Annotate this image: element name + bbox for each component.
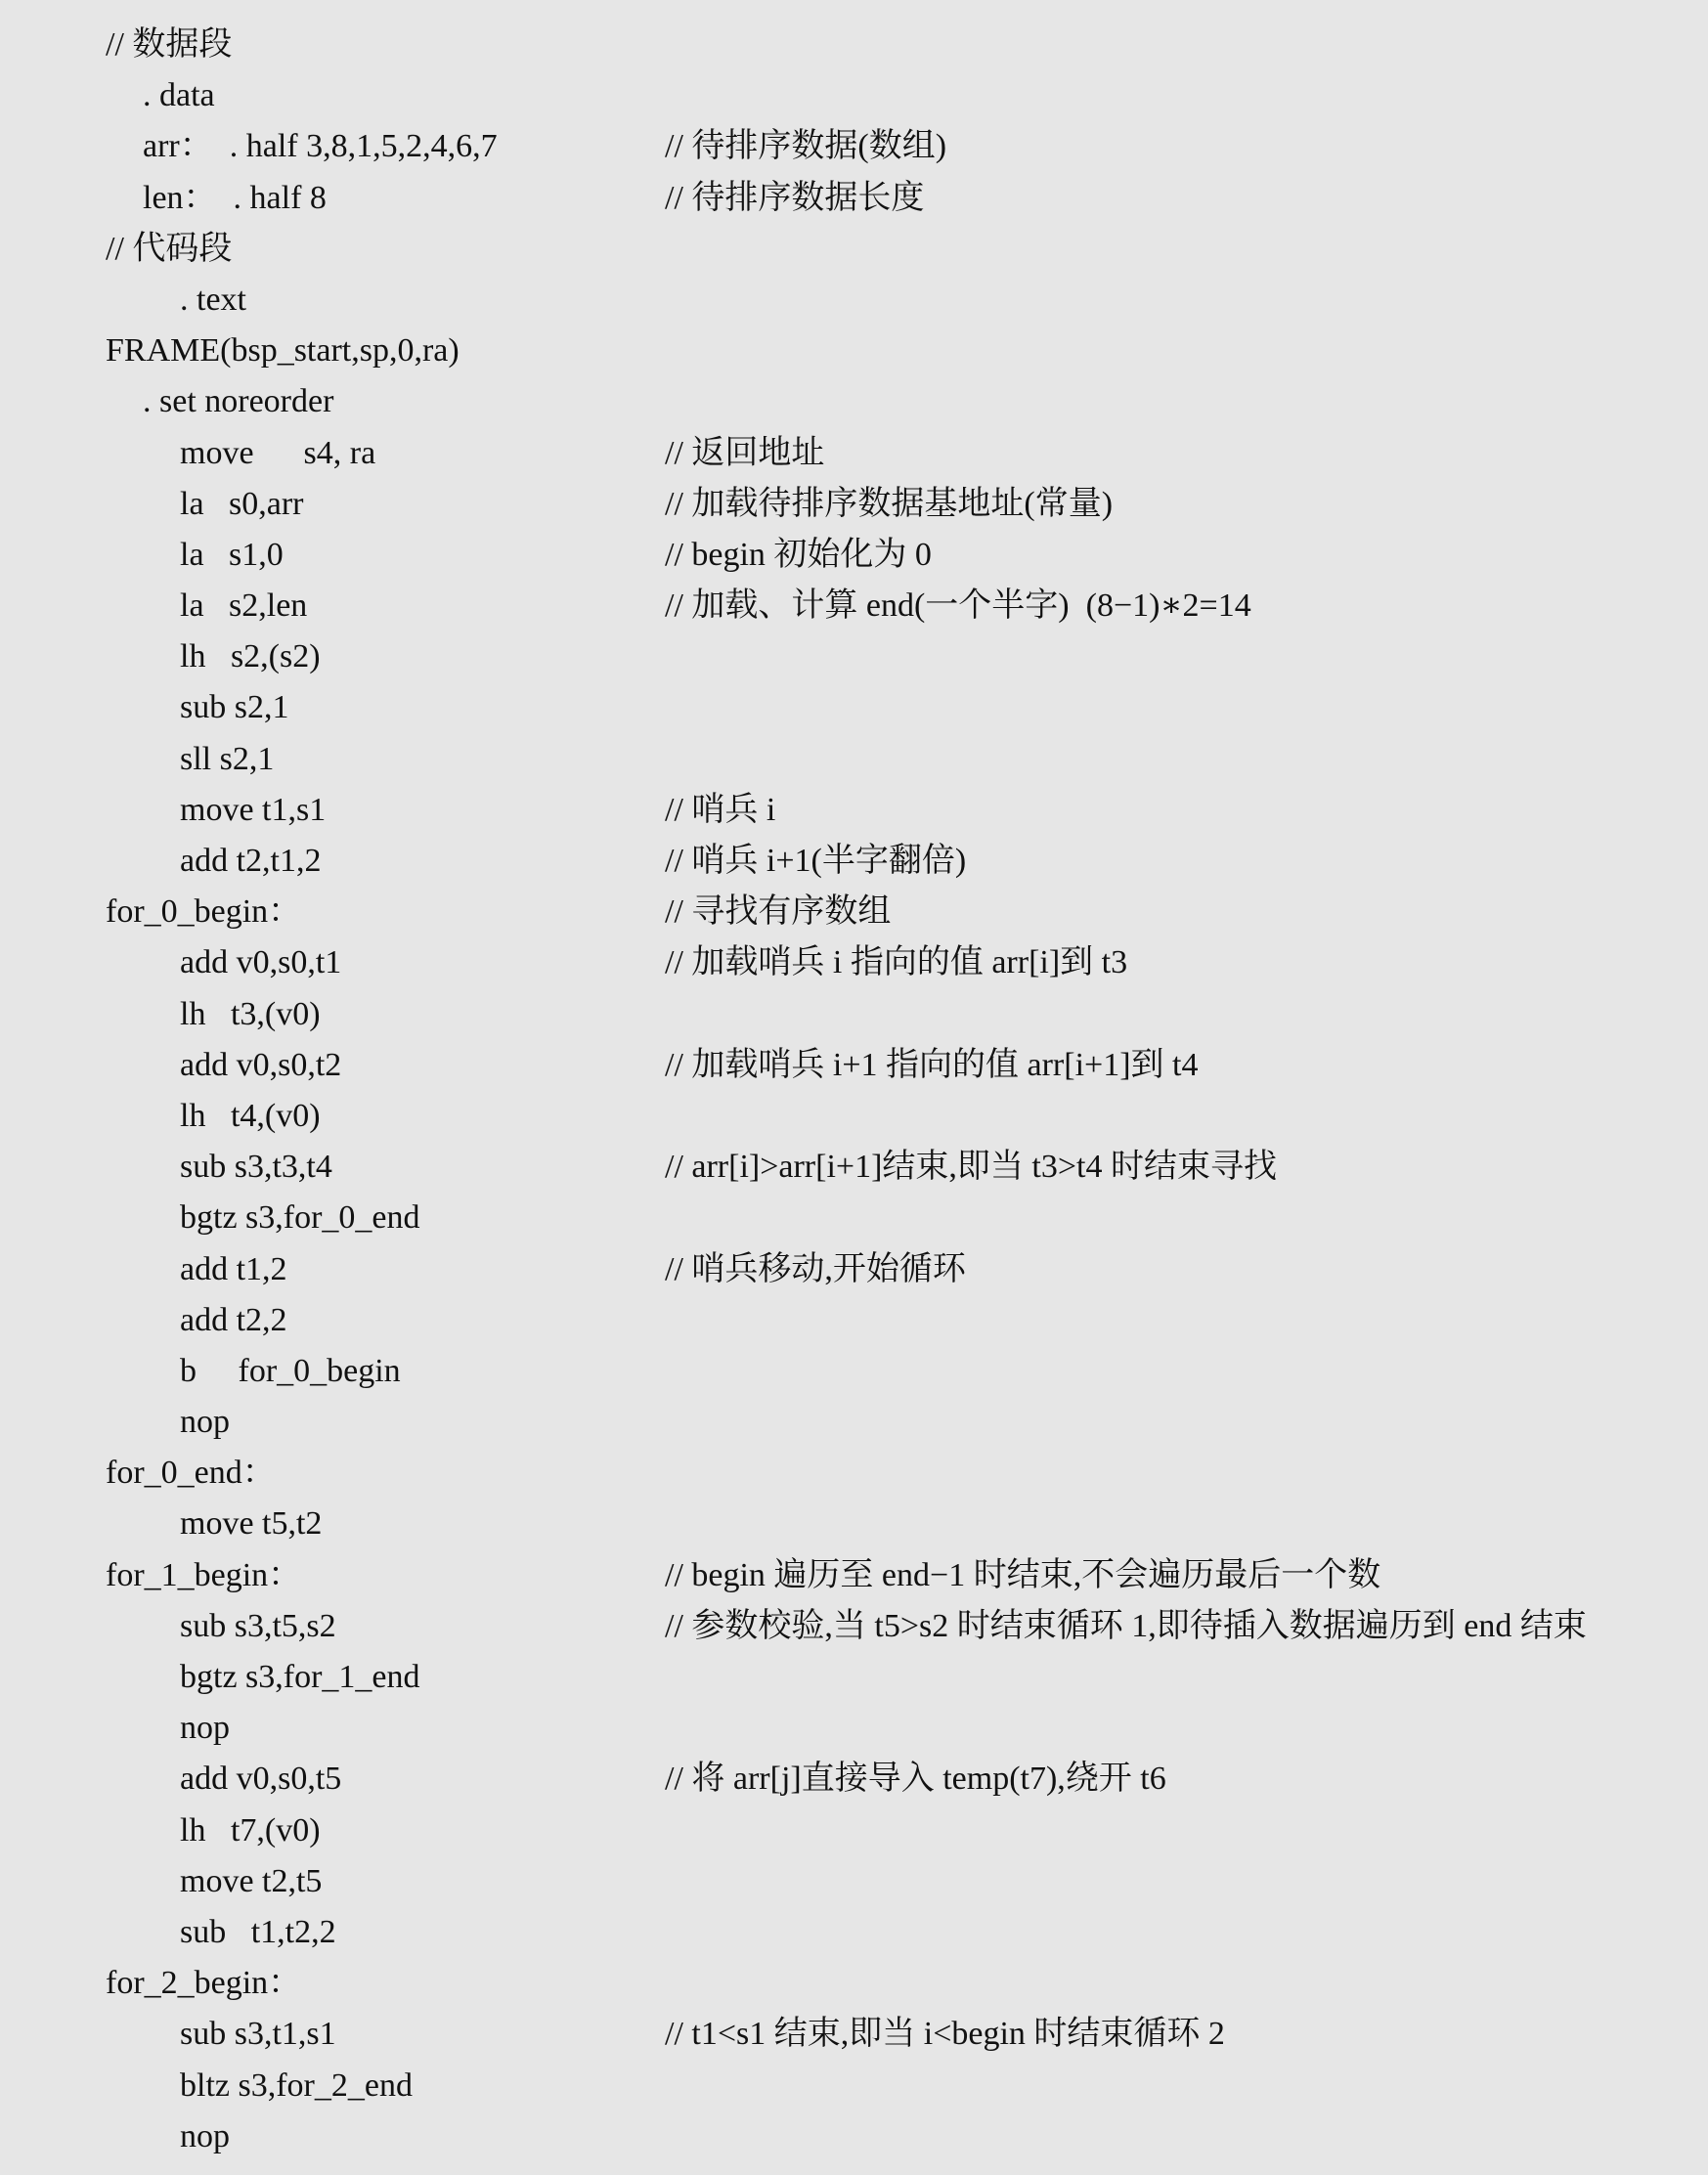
code-line xyxy=(0,428,1708,479)
code-text: sub s3,t3,t4 xyxy=(180,1149,332,1186)
code-comment: // t1<s1 结束,即当 i<begin 时结束循环 2 xyxy=(665,2016,1225,2053)
code-comment: // 加载待排序数据基地址(常量) xyxy=(665,485,1114,522)
code-text: sub t1,t2,2 xyxy=(180,1913,336,1950)
code-text: FRAME(bsp_start,sp,0,ra) xyxy=(106,332,460,370)
code-text: lh t3,(v0) xyxy=(180,995,321,1032)
code-line xyxy=(0,887,1708,937)
code-text: b for_0_begin xyxy=(180,1352,401,1389)
code-line xyxy=(0,1907,1708,1958)
code-text: . data xyxy=(143,77,215,114)
code-line xyxy=(0,1397,1708,1448)
code-line xyxy=(0,121,1708,172)
code-line xyxy=(0,1244,1708,1295)
code-text: la s1,0 xyxy=(180,536,284,573)
code-text: add t2,t1,2 xyxy=(180,843,322,879)
code-line xyxy=(0,2009,1708,2060)
code-line xyxy=(0,2111,1708,2162)
code-comment: // begin 遍历至 end−1 时结束,不会遍历最后一个数 xyxy=(665,1556,1381,1593)
code-text: la s0,arr xyxy=(180,485,304,522)
code-text: arr： . half 3,8,1,5,2,4,6,7 xyxy=(143,128,498,165)
code-text: // 数据段 xyxy=(106,26,233,63)
code-comment: // arr[i]>arr[i+1]结束,即当 t3>t4 时结束寻找 xyxy=(665,1149,1277,1186)
code-line xyxy=(0,224,1708,275)
code-text: bgtz s3,for_1_end xyxy=(180,1659,420,1695)
code-text: nop xyxy=(180,1710,230,1747)
code-line xyxy=(0,1958,1708,2009)
code-line xyxy=(0,1703,1708,1754)
code-text: for_2_begin： xyxy=(106,1965,302,2002)
code-line xyxy=(0,1856,1708,1907)
code-line xyxy=(0,734,1708,785)
code-text: len： . half 8 xyxy=(143,179,327,216)
code-listing xyxy=(0,20,1708,2162)
code-line xyxy=(0,2061,1708,2111)
code-line xyxy=(0,1040,1708,1091)
code-text: add t1,2 xyxy=(180,1250,287,1287)
code-comment: // 哨兵 i+1(半字翻倍) xyxy=(665,843,967,879)
code-line xyxy=(0,1448,1708,1499)
code-line xyxy=(0,479,1708,530)
code-text: . set noreorder xyxy=(143,383,334,420)
code-line xyxy=(0,1091,1708,1142)
code-comment: // 寻找有序数组 xyxy=(665,893,892,931)
code-text: move s4, ra xyxy=(180,434,376,471)
code-line xyxy=(0,1346,1708,1397)
code-text: add v0,s0,t5 xyxy=(180,1761,342,1798)
code-line xyxy=(0,173,1708,224)
code-comment: // 哨兵 i xyxy=(665,791,776,828)
code-comment: // 将 arr[j]直接导入 temp(t7),绕开 t6 xyxy=(665,1761,1166,1798)
code-line xyxy=(0,1142,1708,1193)
code-line xyxy=(0,1499,1708,1549)
code-line xyxy=(0,989,1708,1040)
code-text: sub s3,t5,s2 xyxy=(180,1607,336,1644)
code-line xyxy=(0,682,1708,733)
code-line xyxy=(0,937,1708,988)
code-text: lh t4,(v0) xyxy=(180,1097,321,1134)
code-text: sub s3,t1,s1 xyxy=(180,2016,336,2053)
code-comment: // 参数校验,当 t5>s2 时结束循环 1,即待插入数据遍历到 end 结束 xyxy=(665,1607,1587,1644)
code-line xyxy=(0,326,1708,376)
code-text: add t2,2 xyxy=(180,1301,287,1338)
code-text: bltz s3,for_2_end xyxy=(180,2066,413,2104)
code-text: // 代码段 xyxy=(106,230,233,267)
code-text: lh s2,(s2) xyxy=(180,638,321,675)
code-text: sll s2,1 xyxy=(180,740,275,777)
code-text: la s2,len xyxy=(180,587,308,625)
code-comment: // 待排序数据(数组) xyxy=(665,128,947,165)
code-line xyxy=(0,1652,1708,1703)
code-line xyxy=(0,20,1708,70)
code-line xyxy=(0,1193,1708,1243)
code-text: bgtz s3,for_0_end xyxy=(180,1199,420,1237)
code-line xyxy=(0,1295,1708,1346)
code-line xyxy=(0,70,1708,121)
code-line xyxy=(0,785,1708,836)
code-comment: // 加载、计算 end(一个半字) (8−1)∗2=14 xyxy=(665,587,1251,625)
code-comment: // 加载哨兵 i 指向的值 arr[i]到 t3 xyxy=(665,944,1128,981)
code-text: add v0,s0,t2 xyxy=(180,1046,342,1083)
code-line xyxy=(0,581,1708,631)
code-text: . text xyxy=(180,281,246,318)
code-comment: // begin 初始化为 0 xyxy=(665,536,932,573)
code-text: nop xyxy=(180,2117,230,2154)
code-text: move t5,t2 xyxy=(180,1505,323,1543)
code-line xyxy=(0,1601,1708,1652)
code-comment: // 加载哨兵 i+1 指向的值 arr[i+1]到 t4 xyxy=(665,1046,1199,1083)
code-text: for_0_begin： xyxy=(106,893,302,931)
code-comment: // 哨兵移动,开始循环 xyxy=(665,1250,966,1287)
code-line xyxy=(0,530,1708,581)
code-text: lh t7,(v0) xyxy=(180,1811,321,1849)
code-line xyxy=(0,1754,1708,1805)
code-text: for_0_end： xyxy=(106,1455,276,1492)
code-line xyxy=(0,275,1708,326)
code-comment: // 返回地址 xyxy=(665,434,825,471)
code-text: for_1_begin： xyxy=(106,1556,302,1593)
code-text: add v0,s0,t1 xyxy=(180,944,342,981)
code-line xyxy=(0,631,1708,682)
code-line xyxy=(0,836,1708,887)
code-line xyxy=(0,1805,1708,1856)
code-line xyxy=(0,376,1708,427)
code-text: sub s2,1 xyxy=(180,689,289,726)
code-comment: // 待排序数据长度 xyxy=(665,179,925,216)
code-text: move t1,s1 xyxy=(180,791,327,828)
code-text: move t2,t5 xyxy=(180,1862,323,1899)
code-text: nop xyxy=(180,1404,230,1441)
code-line xyxy=(0,1550,1708,1601)
